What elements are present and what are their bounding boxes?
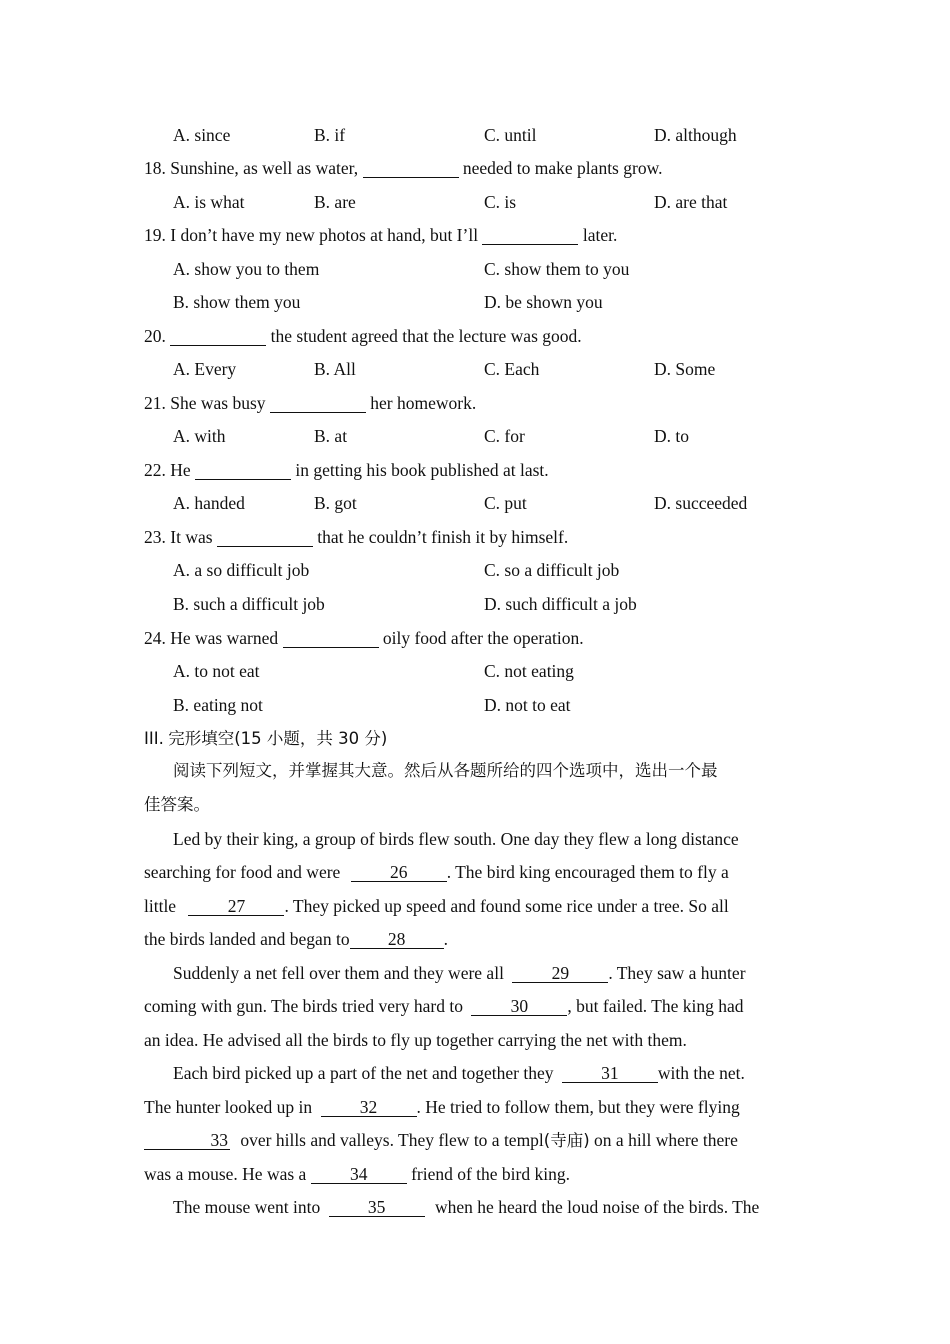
q20-option-a[interactable]: A. Every <box>173 359 237 379</box>
q20-option-c[interactable]: C. Each <box>484 359 540 379</box>
answer-blank[interactable] <box>195 461 291 480</box>
passage-line <box>144 1129 738 1152</box>
instructions-line-2: 佳答案。 <box>144 795 210 814</box>
q17-option-c[interactable]: C. until <box>484 125 537 145</box>
cloze-blank-26[interactable]: 26 <box>351 863 447 882</box>
q21-option-a[interactable]: A. with <box>173 426 226 446</box>
passage-text-cn: (寺庙) <box>543 1131 590 1150</box>
q24-option-d[interactable]: D. not to eat <box>484 695 571 715</box>
passage-text: searching for food and were <box>144 862 341 882</box>
answer-blank[interactable] <box>363 159 459 178</box>
question-19 <box>144 224 617 246</box>
answer-blank[interactable] <box>217 528 313 547</box>
question-text-after: that he couldn’t finish it by himself. <box>317 527 569 547</box>
passage-text: over hills and valleys. They flew to a templ <box>240 1130 544 1150</box>
cloze-blank-35[interactable]: 35 <box>329 1198 425 1217</box>
answer-blank[interactable] <box>170 327 266 346</box>
q17-option-b[interactable]: B. if <box>314 125 346 145</box>
passage-text: the birds landed and began to <box>144 929 350 949</box>
q19-option-c[interactable]: C. show them to you <box>484 259 630 279</box>
q24-option-a[interactable]: A. to not eat <box>173 661 260 681</box>
q23-option-b[interactable]: B. such a difficult job <box>173 594 325 614</box>
q19-option-b[interactable]: B. show them you <box>173 292 301 312</box>
q19-option-d[interactable]: D. be shown you <box>484 292 603 312</box>
cloze-blank-32[interactable]: 32 <box>321 1098 417 1117</box>
q21-option-d[interactable]: D. to <box>654 426 689 446</box>
question-text-before: I don’t have my new photos at hand, but I’ll <box>170 225 479 245</box>
section-title: 完形填空 <box>168 729 235 748</box>
q17-option-a[interactable]: A. since <box>173 125 231 145</box>
q17-option-d[interactable]: D. although <box>654 125 737 145</box>
q18-option-d[interactable]: D. are that <box>654 192 728 212</box>
passage-text: . The bird king encouraged them to fly a <box>446 862 729 882</box>
question-text-after: later. <box>582 225 618 245</box>
question-24 <box>144 627 584 649</box>
question-text-after: needed to make plants grow. <box>462 158 663 178</box>
question-text-after: her homework. <box>370 393 477 413</box>
cloze-blank-29[interactable]: 29 <box>512 964 608 983</box>
q18-option-a[interactable]: A. is what <box>173 192 245 212</box>
answer-blank[interactable] <box>482 226 578 245</box>
question-number: 18. <box>144 158 166 178</box>
cloze-blank-33[interactable]: 33 <box>144 1131 230 1150</box>
answer-blank[interactable] <box>283 629 379 648</box>
passage-line: an idea. He advised all the birds to fly up together carrying the net with them. <box>144 1030 687 1050</box>
q22-option-b[interactable]: B. got <box>314 493 357 513</box>
question-text-before: He was warned <box>170 628 279 648</box>
section-heading <box>144 727 387 750</box>
q23-option-d[interactable]: D. such difficult a job <box>484 594 637 614</box>
passage-line <box>173 1196 759 1218</box>
question-number: 19. <box>144 225 166 245</box>
passage-text: The mouse went into <box>173 1197 321 1217</box>
q23-option-c[interactable]: C. so a difficult job <box>484 560 620 580</box>
passage-text: when he heard the loud noise of the birds. The <box>435 1197 760 1217</box>
passage-text: was a mouse. He was a <box>144 1164 307 1184</box>
passage-line <box>144 861 729 883</box>
question-text-after: oily food after the operation. <box>382 628 584 648</box>
passage-line <box>144 928 448 950</box>
passage-text: on a hill where there <box>594 1130 738 1150</box>
q24-option-b[interactable]: B. eating not <box>173 695 263 715</box>
question-number: 20. <box>144 326 166 346</box>
cloze-blank-28[interactable]: 28 <box>350 930 444 949</box>
passage-line: Led by their king, a group of birds flew south. One day they flew a long distance <box>173 829 739 849</box>
question-22 <box>144 459 549 481</box>
passage-text: . They picked up speed and found some rice under a tree. So all <box>284 896 729 916</box>
question-number: 23. <box>144 527 166 547</box>
q21-option-b[interactable]: B. at <box>314 426 348 446</box>
q24-option-c[interactable]: C. not eating <box>484 661 574 681</box>
question-18 <box>144 157 662 179</box>
answer-blank[interactable] <box>270 394 366 413</box>
question-20 <box>144 325 582 347</box>
section-number: III. <box>144 729 164 748</box>
passage-line <box>144 995 743 1017</box>
question-text-after: in getting his book published at last. <box>295 460 549 480</box>
question-21 <box>144 392 476 414</box>
passage-text: The hunter looked up in <box>144 1097 313 1117</box>
passage-line <box>173 962 746 984</box>
question-number: 24. <box>144 628 166 648</box>
q22-option-c[interactable]: C. put <box>484 493 527 513</box>
q21-option-c[interactable]: C. for <box>484 426 525 446</box>
question-text-after: the student agreed that the lecture was good. <box>270 326 582 346</box>
passage-text: . They saw a hunter <box>608 963 746 983</box>
passage-line <box>144 1096 740 1118</box>
passage-text: . <box>443 929 448 949</box>
passage-text: Suddenly a net fell over them and they were all <box>173 963 504 983</box>
passage-text: . He tried to follow them, but they were flying <box>416 1097 740 1117</box>
q20-option-d[interactable]: D. Some <box>654 359 716 379</box>
passage-line <box>144 1163 570 1185</box>
q22-option-d[interactable]: D. succeeded <box>654 493 748 513</box>
passage-line <box>144 895 729 917</box>
passage-text: friend of the bird king. <box>411 1164 570 1184</box>
question-23 <box>144 526 568 548</box>
q22-option-a[interactable]: A. handed <box>173 493 245 513</box>
question-text-before: Sunshine, as well as water, <box>170 158 359 178</box>
q23-option-a[interactable]: A. a so difficult job <box>173 560 310 580</box>
question-number: 21. <box>144 393 166 413</box>
cloze-blank-34[interactable]: 34 <box>311 1165 407 1184</box>
section-detail: (15 小题，共 30 分) <box>234 729 388 748</box>
cloze-blank-31[interactable]: 31 <box>562 1064 658 1083</box>
passage-text: with the net. <box>657 1063 745 1083</box>
cloze-blank-30[interactable]: 30 <box>471 997 567 1016</box>
question-text-before: It was <box>170 527 213 547</box>
question-text-before: He <box>170 460 191 480</box>
passage-line <box>173 1062 745 1084</box>
passage-text: , but failed. The king had <box>567 996 744 1016</box>
q19-option-a[interactable]: A. show you to them <box>173 259 320 279</box>
question-number: 22. <box>144 460 166 480</box>
q18-option-c[interactable]: C. is <box>484 192 517 212</box>
passage-text: Each bird picked up a part of the net and together they <box>173 1063 554 1083</box>
question-text-before: She was busy <box>170 393 266 413</box>
q20-option-b[interactable]: B. All <box>314 359 356 379</box>
passage-text: little <box>144 896 177 916</box>
q18-option-b[interactable]: B. are <box>314 192 356 212</box>
passage-text: coming with gun. The birds tried very hard to <box>144 996 463 1016</box>
cloze-blank-27[interactable]: 27 <box>188 897 284 916</box>
instructions-line-1: 阅读下列短文，并掌握其大意。然后从各题所给的四个选项中，选出一个最 <box>173 761 718 780</box>
